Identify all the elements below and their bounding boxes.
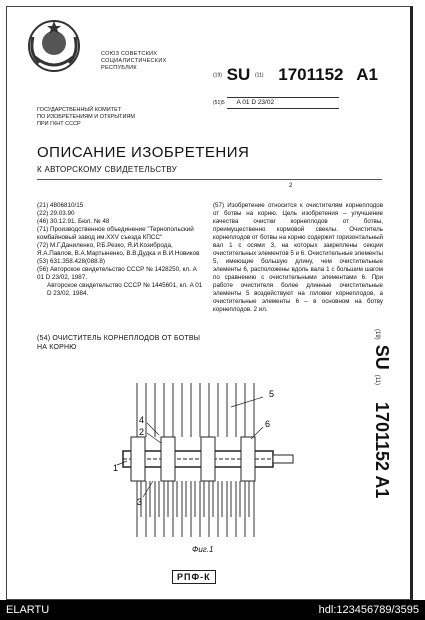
vertical-number: 1701152 <box>372 401 392 472</box>
vertical-code-11: (11) <box>374 374 380 385</box>
committee-line: ГОСУДАРСТВЕННЫЙ КОМИТЕТ <box>37 107 122 113</box>
shaft-end-right <box>273 455 293 463</box>
drawing-label: 1 <box>113 463 119 473</box>
technical-drawing <box>113 377 303 552</box>
biblio-item: (22) 29.03.90 <box>37 210 75 217</box>
org-line: РЕСПУБЛИК <box>101 65 137 71</box>
bibliographic-data <box>37 202 205 298</box>
vertical-country: SU <box>372 344 392 370</box>
figure-caption: Фиг.1 <box>192 545 214 554</box>
vertical-kind: A1 <box>372 475 392 499</box>
column-number: 2 <box>289 183 293 189</box>
code-51: (51)5 <box>213 100 225 106</box>
committee-line: ПО ИЗОБРЕТЕНИЯМ И ОТКРЫТИЯМ <box>37 113 135 120</box>
pointer-4 <box>147 423 159 435</box>
viewer-footer <box>0 600 425 620</box>
ipc-rule-top <box>227 97 339 98</box>
patent-number: 1701152 <box>278 65 344 84</box>
abstract-text: (57) Изобретение относится к очистителям корнеплодов от ботвы на корню. Цель изобретения – улучшение качества очистки корнеплодов от ботвы, преимущественно кормовой свеклы. Очиститель корнеплодов от ботвы на корню содержит горизонтальный вал 1 с осями 3, на которых закреплены секции очистительных элементов 5 и 6. Очистительные элементы 5, имеющие большую длину, чем очистительные элементы 6, расположены вдоль вала 1 с большим шагом по сравнению с очистительными элементами 6. При работе очистителя более длинные очистительные элементы 5 воздействуют на головки корнеплодов, а очистительные элементы 6 – в основном на ботву корнеплодов. 2 ил. <box>213 202 383 313</box>
committee-name <box>37 107 135 127</box>
document-subtitle: К АВТОРСКОМУ СВИДЕТЕЛЬСТВУ <box>37 165 178 174</box>
hub-right <box>241 437 255 481</box>
hub-mid-left <box>161 437 175 481</box>
biblio-item: (56) Авторское свидетельство СССР № 1428250, кл. A 01 D 23/02, 1987. <box>37 266 197 281</box>
header-divider <box>37 179 382 180</box>
committee-line: ПРИ ГКНТ СССР <box>37 120 81 127</box>
document-page <box>6 6 413 600</box>
biblio-item: (72) М.Г.Даниленко, Р.Б.Резко, Я.И.Козиброда, Я.А.Павлов, В.А.Мартыненко, В.В.Дудка и В.И.Новиков <box>37 242 200 257</box>
ussr-emblem-icon <box>25 17 83 75</box>
ipc-class: A 01 D 23/02 <box>236 99 275 106</box>
biblio-item: (71) Производственное объединение "Тернопольский комбайновый завод им.XXV съезда КПСС" <box>37 226 194 241</box>
repository-name: ELARTU <box>6 604 50 616</box>
drawing-label: 6 <box>265 419 271 429</box>
vertical-code-19: (19) <box>374 329 380 340</box>
pointer-6 <box>251 427 263 439</box>
invention-title: (54) ОЧИСТИТЕЛЬ КОРНЕПЛОДОВ ОТ БОТВЫ НА КОРНЮ <box>37 335 201 351</box>
biblio-item: Авторское свидетельство СССР № 1445601, кл. A 01 D 23/02, 1984. <box>47 282 203 297</box>
archive-stamp: РПФ-К <box>172 570 216 584</box>
drawing-label: 3 <box>137 497 143 507</box>
pointer-3 <box>143 481 153 497</box>
short-cleaning-elements <box>141 481 249 517</box>
code-11: (11) <box>255 72 264 79</box>
biblio-item: (21) 4806810/15 <box>37 202 84 209</box>
org-line: СОЦИАЛИСТИЧЕСКИХ <box>101 58 167 64</box>
ipc-rule-bottom <box>227 108 339 109</box>
country-code: SU <box>226 65 251 84</box>
ipc-line <box>213 99 274 106</box>
hub-mid-right <box>201 437 215 481</box>
org-line: СОЮЗ СОВЕТСКИХ <box>101 51 158 57</box>
patent-number-line <box>213 65 378 85</box>
biblio-item: (46) 30.12.91. Бюл. № 48 <box>37 218 110 225</box>
drawing-label: 4 <box>139 415 145 425</box>
document-title: ОПИСАНИЕ ИЗОБРЕТЕНИЯ <box>37 144 250 161</box>
drawing-label: 5 <box>269 389 275 399</box>
vertical-patent-number <box>372 329 404 589</box>
drawing-label: 2 <box>139 427 145 437</box>
hub-left <box>131 437 145 481</box>
biblio-item: (53) 631.358.428(088.8) <box>37 258 105 265</box>
handle-link[interactable]: hdl:123456789/3595 <box>318 604 419 616</box>
code-19: (19) <box>213 72 222 79</box>
patent-kind: A1 <box>356 65 378 84</box>
ussr-name <box>101 51 167 72</box>
